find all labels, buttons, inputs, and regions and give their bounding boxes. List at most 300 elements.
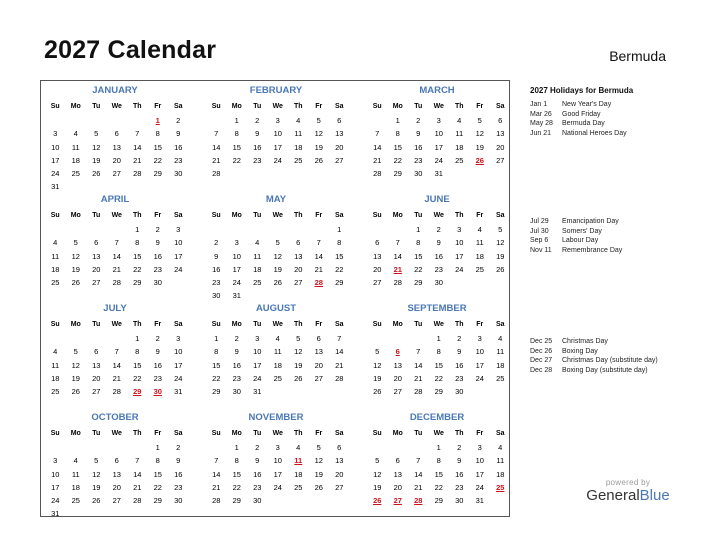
day-cell: 21 [212, 155, 221, 165]
weekday-label: Sa [334, 103, 344, 110]
day-cell: 1 [135, 225, 140, 234]
day-cell: 29 [153, 496, 162, 506]
day-cell: 27 [294, 278, 303, 288]
day-cell: 20 [393, 482, 402, 492]
day-blank [367, 114, 388, 127]
month-name: MAY [265, 194, 287, 205]
weekday-label: Th [132, 430, 142, 437]
day-cell: 12 [314, 456, 323, 466]
holiday-day-cell: 25 [496, 482, 505, 492]
day-cell: 23 [174, 482, 183, 492]
day-blank [107, 114, 128, 127]
day-blank [127, 441, 148, 454]
day-grid [206, 332, 346, 398]
weekday-label: Mo [231, 212, 242, 219]
day-cell: 18 [455, 142, 464, 152]
day-blank [309, 223, 330, 236]
day-cell: 18 [51, 373, 60, 383]
day-cell: 8 [234, 456, 239, 466]
day-cell: 17 [51, 482, 60, 492]
holiday-day-cell: 29 [133, 387, 142, 397]
holiday-row [530, 129, 627, 139]
holiday-date: Dec 26 [530, 347, 553, 355]
day-cell: 7 [214, 129, 219, 139]
day-cell: 7 [416, 456, 421, 466]
holiday-date: May 28 [530, 120, 553, 127]
weekday-label: Tu [253, 321, 262, 328]
month-name: JULY [103, 303, 127, 314]
day-cell: 23 [253, 155, 262, 165]
weekday-label: Tu [414, 430, 423, 437]
holiday-name: New Year's Day [562, 101, 612, 108]
day-cell: 12 [314, 129, 323, 139]
day-blank [107, 441, 128, 454]
day-cell: 24 [273, 482, 282, 492]
day-cell: 31 [475, 496, 484, 506]
day-cell: 27 [496, 155, 505, 165]
day-cell: 19 [314, 469, 323, 479]
day-cell: 7 [395, 238, 400, 248]
weekday-label: Mo [231, 430, 242, 437]
day-cell: 18 [496, 469, 505, 479]
day-grid [45, 332, 185, 398]
weekday-label: Su [372, 430, 382, 437]
day-cell: 2 [214, 238, 219, 248]
holiday-date: Dec 28 [530, 366, 553, 374]
month-november [206, 410, 346, 507]
day-cell: 15 [434, 469, 443, 479]
month-name: OCTOBER [91, 412, 139, 423]
weekday-header [367, 100, 507, 114]
day-cell: 11 [496, 347, 505, 357]
month-name: JUNE [424, 194, 450, 205]
month-name: NOVEMBER [248, 412, 304, 423]
day-cell: 26 [71, 278, 80, 288]
day-cell: 22 [414, 264, 423, 274]
day-cell: 20 [92, 373, 101, 383]
day-cell: 6 [375, 238, 380, 248]
weekday-label: We [433, 103, 444, 110]
day-cell: 10 [51, 469, 60, 479]
weekday-header [206, 100, 346, 114]
day-cell: 9 [416, 129, 421, 139]
weekday-label: Sa [495, 103, 505, 110]
day-cell: 23 [253, 482, 262, 492]
weekday-label: Su [50, 212, 60, 219]
day-cell: 14 [393, 251, 402, 261]
holiday-day-cell: 28 [314, 278, 323, 288]
day-cell: 1 [135, 334, 140, 343]
day-cell: 4 [73, 456, 78, 466]
holiday-date: Jan 1 [530, 101, 548, 108]
day-cell: 11 [294, 129, 303, 139]
day-cell: 2 [176, 443, 181, 452]
weekday-label: Th [454, 212, 464, 219]
day-cell: 12 [92, 142, 101, 152]
day-cell: 5 [94, 129, 99, 139]
day-blank [107, 223, 128, 236]
day-cell: 15 [335, 251, 344, 261]
day-cell: 26 [294, 373, 303, 383]
weekday-label: Tu [253, 212, 262, 219]
weekday-label: We [111, 430, 122, 437]
day-blank [367, 332, 388, 345]
day-cell: 12 [273, 251, 282, 261]
day-cell: 16 [232, 360, 241, 370]
day-cell: 29 [434, 387, 443, 397]
holiday-group-1 [530, 100, 627, 138]
weekday-label: Fr [315, 103, 323, 110]
day-cell: 12 [475, 129, 484, 139]
holiday-row [530, 227, 622, 237]
day-cell: 18 [253, 264, 262, 274]
day-cell: 12 [92, 469, 101, 479]
day-cell: 10 [232, 251, 241, 261]
day-blank [86, 441, 107, 454]
day-cell: 14 [112, 251, 121, 261]
day-cell: 27 [112, 169, 121, 179]
day-cell: 15 [133, 251, 142, 261]
weekday-label: Th [132, 321, 142, 328]
weekday-label: Su [211, 430, 221, 437]
country-label: Bermuda [609, 48, 666, 64]
day-cell: 1 [155, 443, 160, 452]
day-cell: 10 [253, 347, 262, 357]
day-cell: 6 [114, 129, 119, 139]
day-cell: 16 [174, 142, 183, 152]
day-cell: 18 [273, 360, 282, 370]
day-cell: 6 [395, 456, 400, 466]
day-cell: 15 [133, 360, 142, 370]
day-cell: 17 [51, 155, 60, 165]
holiday-row [530, 356, 658, 366]
day-grid [206, 223, 346, 303]
weekday-label: Tu [253, 103, 262, 110]
day-cell: 6 [94, 238, 99, 248]
weekday-header [367, 209, 507, 223]
weekday-header [206, 209, 346, 223]
day-cell: 23 [212, 278, 221, 288]
day-cell: 5 [316, 443, 321, 452]
day-blank [408, 441, 429, 454]
day-cell: 14 [414, 469, 423, 479]
day-cell: 9 [457, 456, 462, 466]
day-cell: 28 [393, 278, 402, 288]
day-cell: 2 [255, 443, 260, 452]
day-cell: 27 [335, 155, 344, 165]
weekday-label: Su [211, 103, 221, 110]
day-cell: 10 [455, 238, 464, 248]
day-cell: 22 [133, 264, 142, 274]
weekday-label: We [433, 212, 444, 219]
day-cell: 20 [112, 482, 121, 492]
calendar-grid [40, 80, 510, 517]
day-cell: 27 [92, 278, 101, 288]
day-cell: 7 [135, 456, 140, 466]
day-cell: 6 [337, 116, 342, 125]
day-cell: 17 [232, 264, 241, 274]
weekday-label: Sa [173, 103, 183, 110]
holiday-date: Nov 11 [530, 246, 552, 254]
day-cell: 19 [314, 142, 323, 152]
weekday-label: Fr [154, 430, 162, 437]
day-cell: 24 [174, 373, 183, 383]
day-cell: 7 [337, 334, 342, 343]
day-cell: 24 [273, 155, 282, 165]
day-cell: 11 [253, 251, 262, 261]
day-cell: 19 [475, 142, 484, 152]
day-cell: 5 [316, 116, 321, 125]
day-blank [247, 223, 268, 236]
weekday-label: Fr [476, 103, 484, 110]
day-cell: 9 [436, 238, 441, 248]
day-cell: 26 [314, 155, 323, 165]
day-cell: 13 [373, 251, 382, 261]
weekday-label: Su [372, 212, 382, 219]
day-cell: 17 [455, 251, 464, 261]
holiday-name: Somers' Day [562, 227, 602, 235]
page-title: 2027 Calendar [44, 36, 217, 64]
weekday-label: Mo [231, 103, 242, 110]
day-cell: 10 [475, 456, 484, 466]
day-cell: 14 [414, 360, 423, 370]
weekday-label: We [111, 212, 122, 219]
weekday-label: We [272, 212, 283, 219]
day-cell: 1 [395, 116, 400, 125]
day-cell: 9 [214, 251, 219, 261]
day-cell: 15 [232, 469, 241, 479]
holiday-name: Boxing Day (substitute day) [562, 366, 648, 374]
day-cell: 22 [434, 373, 443, 383]
weekday-label: Mo [70, 321, 81, 328]
day-cell: 13 [92, 251, 101, 261]
day-cell: 2 [176, 116, 181, 125]
weekday-header [45, 318, 185, 332]
day-cell: 18 [51, 264, 60, 274]
weekday-header [206, 318, 346, 332]
day-cell: 4 [53, 347, 58, 357]
day-cell: 20 [373, 264, 382, 274]
day-cell: 2 [416, 116, 421, 125]
day-grid [45, 114, 185, 194]
day-cell: 5 [73, 238, 78, 248]
day-cell: 4 [255, 238, 260, 248]
holiday-name: Christmas Day (substitute day) [562, 357, 658, 364]
day-cell: 8 [436, 456, 441, 466]
day-blank [66, 332, 87, 345]
day-cell: 3 [53, 456, 58, 466]
day-cell: 7 [316, 238, 321, 248]
weekday-label: Su [50, 103, 60, 110]
day-cell: 15 [414, 251, 423, 261]
day-cell: 16 [153, 251, 162, 261]
day-cell: 16 [434, 251, 443, 261]
holiday-row [530, 347, 658, 357]
day-cell: 14 [212, 469, 221, 479]
day-cell: 23 [153, 373, 162, 383]
day-cell: 22 [153, 482, 162, 492]
day-cell: 21 [335, 360, 344, 370]
day-cell: 22 [434, 482, 443, 492]
day-cell: 21 [414, 373, 423, 383]
day-cell: 28 [414, 387, 423, 397]
day-cell: 10 [273, 456, 282, 466]
holiday-date: Dec 25 [530, 338, 553, 345]
day-cell: 3 [275, 116, 280, 125]
weekday-label: Fr [476, 321, 484, 328]
weekday-label: Sa [495, 212, 505, 219]
day-cell: 29 [414, 278, 423, 288]
day-cell: 30 [253, 496, 262, 506]
day-cell: 20 [393, 373, 402, 383]
day-cell: 23 [153, 264, 162, 274]
day-cell: 5 [73, 347, 78, 357]
day-cell: 2 [155, 225, 160, 234]
month-name: AUGUST [255, 303, 297, 314]
day-cell: 11 [71, 469, 80, 479]
day-grid [367, 332, 507, 398]
day-cell: 9 [155, 347, 160, 357]
day-cell: 15 [153, 142, 162, 152]
day-cell: 20 [496, 142, 505, 152]
day-cell: 3 [275, 443, 280, 452]
day-cell: 20 [335, 469, 344, 479]
day-cell: 25 [455, 155, 464, 165]
day-cell: 4 [53, 238, 58, 248]
day-cell: 8 [155, 456, 160, 466]
weekday-label: Th [454, 103, 464, 110]
day-cell: 28 [112, 278, 121, 288]
day-blank [86, 114, 107, 127]
day-cell: 13 [335, 456, 344, 466]
day-cell: 30 [455, 496, 464, 506]
day-cell: 14 [112, 360, 121, 370]
day-cell: 22 [133, 373, 142, 383]
day-cell: 11 [51, 251, 60, 261]
day-cell: 2 [155, 334, 160, 343]
month-february [206, 83, 346, 180]
day-cell: 7 [135, 129, 140, 139]
month-name: FEBRUARY [249, 85, 303, 96]
day-cell: 30 [174, 169, 183, 179]
day-cell: 26 [273, 278, 282, 288]
day-cell: 25 [294, 482, 303, 492]
holiday-name: Remembrance Day [562, 246, 623, 254]
day-cell: 3 [477, 443, 482, 452]
weekday-label: Sa [495, 321, 505, 328]
brand-blue-text: Blue [639, 487, 670, 504]
day-blank [45, 441, 66, 454]
day-cell: 8 [214, 347, 219, 357]
day-cell: 30 [434, 278, 443, 288]
day-cell: 28 [212, 169, 221, 179]
month-september [367, 301, 507, 398]
day-cell: 9 [155, 238, 160, 248]
day-blank [66, 441, 87, 454]
day-blank [388, 223, 409, 236]
day-cell: 4 [498, 443, 503, 452]
day-cell: 11 [71, 142, 80, 152]
month-name: MARCH [419, 85, 455, 96]
weekday-label: Sa [334, 430, 344, 437]
day-cell: 12 [373, 360, 382, 370]
weekday-label: Tu [414, 103, 423, 110]
day-cell: 23 [174, 155, 183, 165]
holiday-day-cell: 26 [475, 155, 484, 165]
holidays-title: 2027 Holidays for Bermuda [530, 86, 634, 95]
day-cell: 5 [94, 456, 99, 466]
holiday-group-3 [530, 337, 658, 375]
day-cell: 18 [496, 360, 505, 370]
holiday-day-cell: 26 [373, 496, 382, 506]
weekday-label: Tu [92, 212, 101, 219]
holiday-date: Sep 6 [530, 237, 549, 244]
weekday-label: Fr [476, 212, 484, 219]
weekday-label: Th [293, 321, 303, 328]
holiday-date: Jun 21 [530, 129, 552, 137]
weekday-label: Mo [70, 430, 81, 437]
day-cell: 27 [314, 373, 323, 383]
day-cell: 20 [92, 264, 101, 274]
day-cell: 31 [51, 509, 60, 519]
weekday-label: We [433, 321, 444, 328]
day-blank [127, 114, 148, 127]
month-october [45, 410, 185, 521]
day-blank [45, 223, 66, 236]
holiday-row [530, 366, 658, 376]
day-cell: 3 [436, 116, 441, 125]
weekday-label: Tu [92, 321, 101, 328]
day-cell: 10 [51, 142, 60, 152]
day-blank [388, 441, 409, 454]
powered-by-text: powered by [605, 478, 651, 487]
day-cell: 8 [234, 129, 239, 139]
day-cell: 29 [335, 278, 344, 288]
day-blank [86, 332, 107, 345]
weekday-label: Mo [231, 321, 242, 328]
day-cell: 5 [498, 225, 503, 234]
weekday-label: Sa [173, 430, 183, 437]
day-cell: 4 [296, 116, 301, 125]
day-cell: 16 [414, 142, 423, 152]
weekday-label: Th [132, 103, 142, 110]
day-cell: 24 [51, 496, 60, 506]
day-grid [206, 441, 346, 507]
month-march [367, 83, 507, 180]
day-cell: 17 [475, 469, 484, 479]
day-cell: 19 [373, 373, 382, 383]
day-cell: 20 [335, 142, 344, 152]
day-cell: 13 [314, 347, 323, 357]
day-cell: 9 [176, 456, 181, 466]
holiday-row [530, 100, 627, 110]
day-cell: 14 [335, 347, 344, 357]
day-cell: 8 [416, 238, 421, 248]
month-name: DECEMBER [409, 412, 465, 423]
month-august [206, 301, 346, 398]
day-cell: 12 [496, 238, 505, 248]
day-cell: 8 [436, 347, 441, 357]
day-cell: 24 [455, 264, 464, 274]
day-cell: 25 [71, 169, 80, 179]
day-cell: 17 [174, 251, 183, 261]
day-cell: 14 [212, 142, 221, 152]
weekday-label: Fr [154, 103, 162, 110]
day-cell: 4 [296, 443, 301, 452]
day-cell: 10 [475, 347, 484, 357]
day-blank [367, 441, 388, 454]
month-april [45, 192, 185, 289]
